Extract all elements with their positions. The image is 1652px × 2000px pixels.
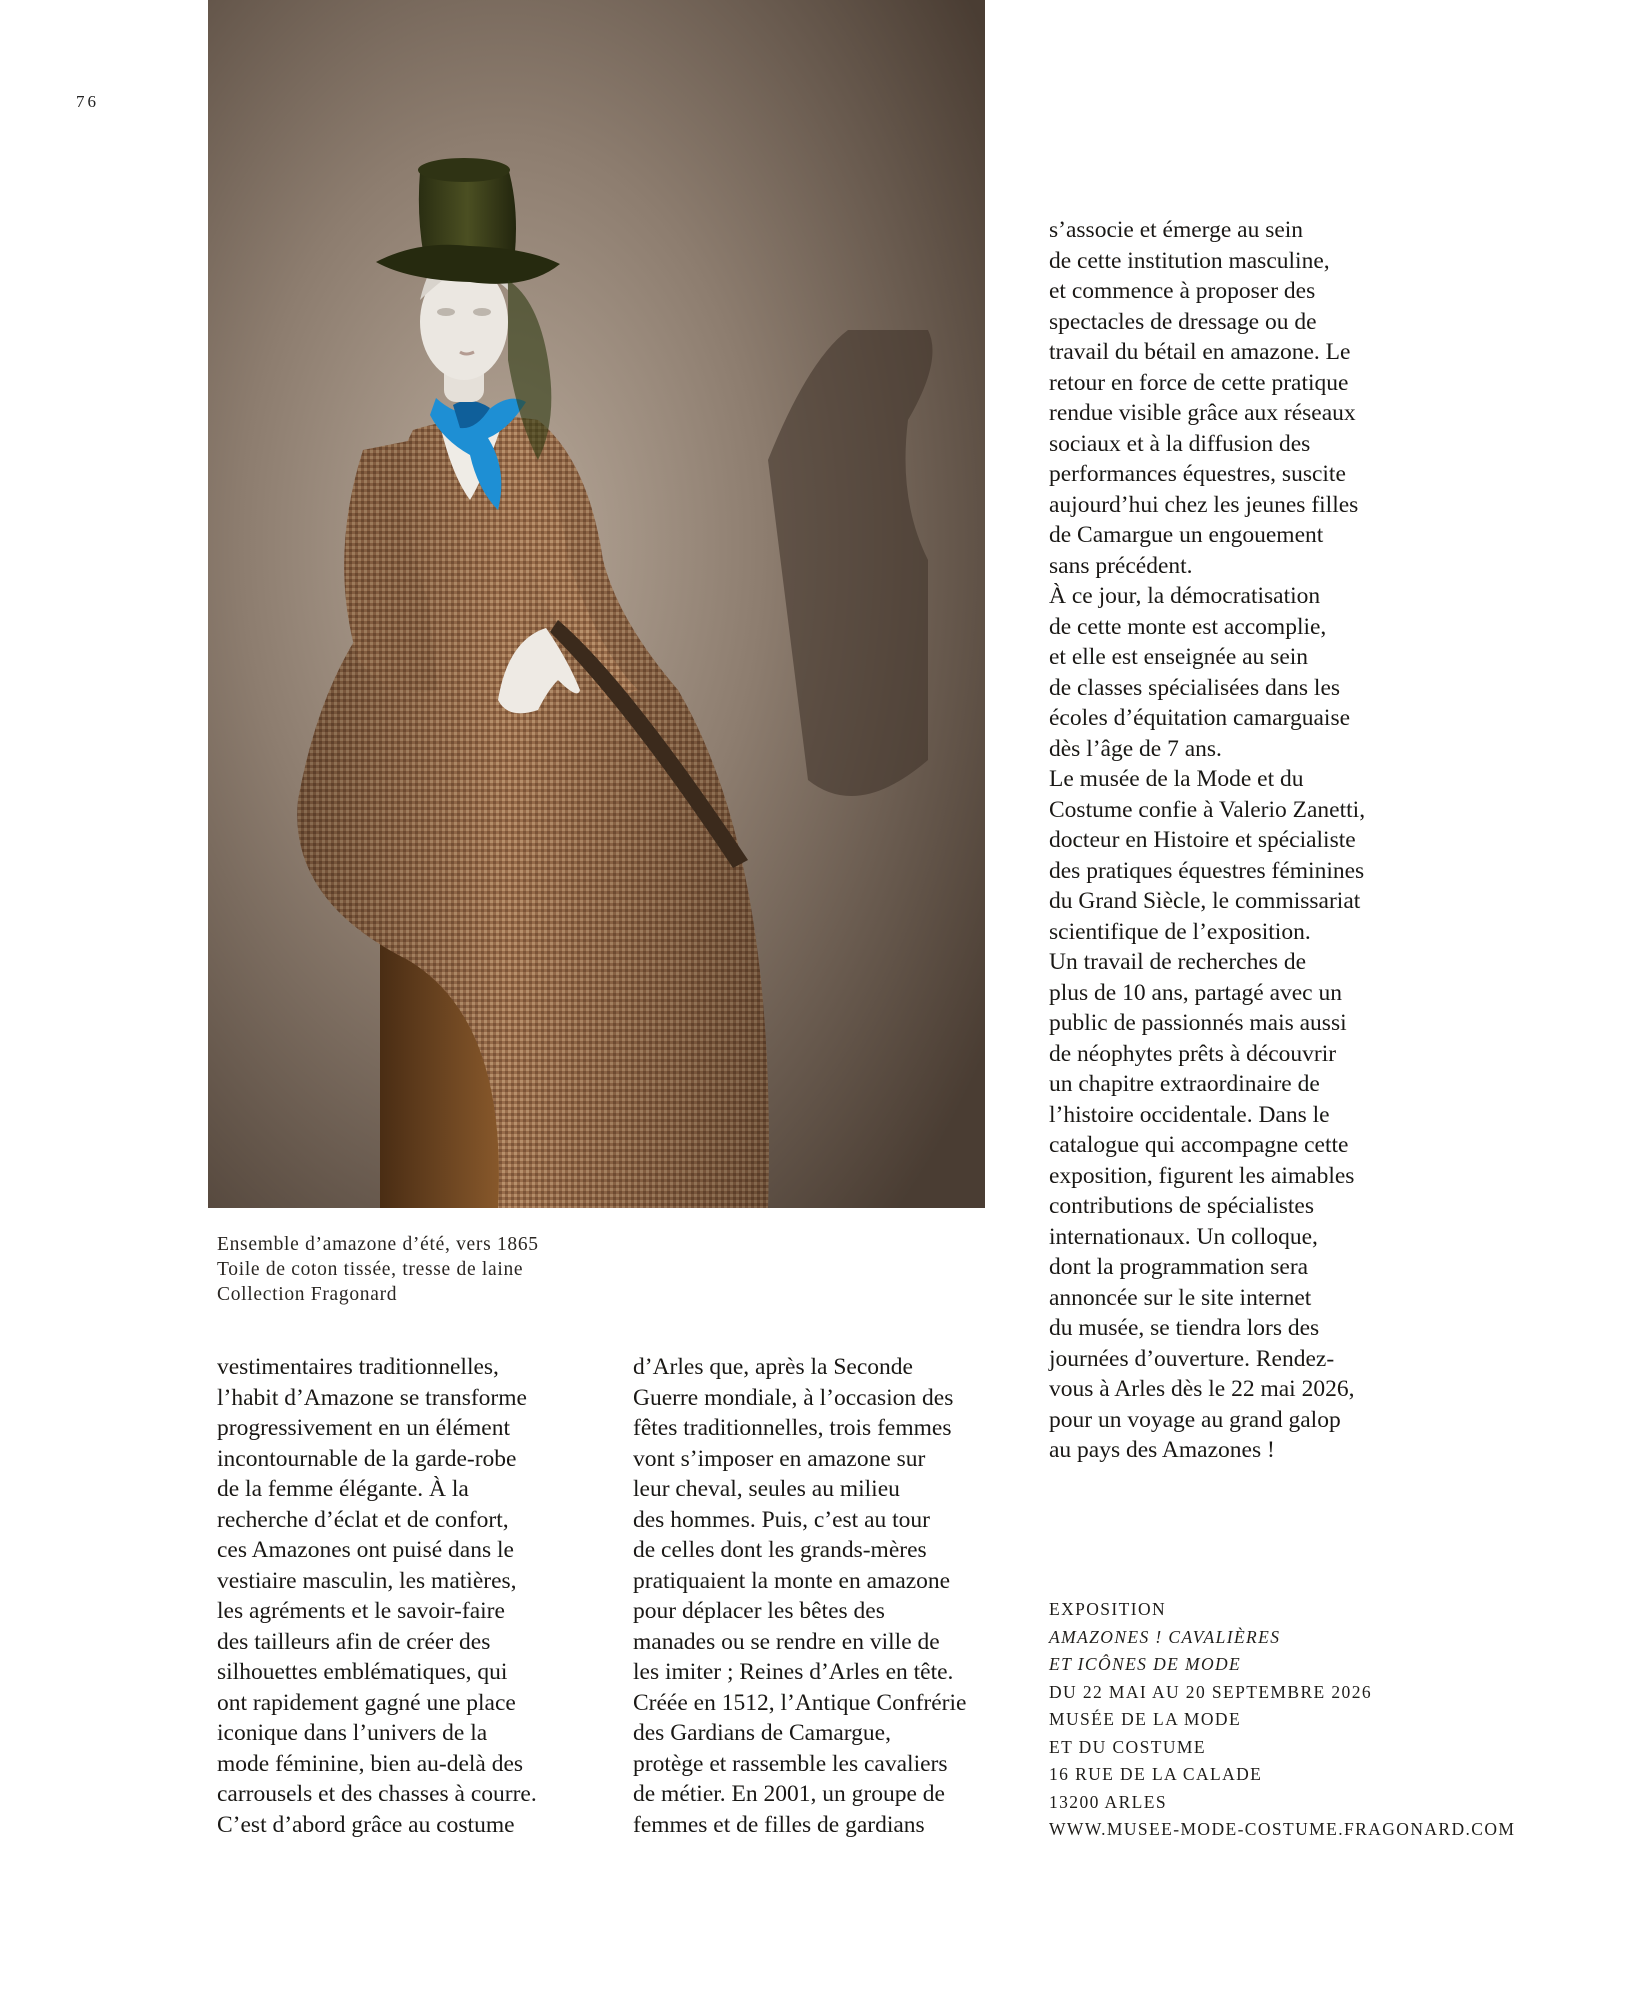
info-label: EXPOSITION xyxy=(1049,1599,1167,1619)
text-line: manades ou se rendre en ville de xyxy=(633,1628,940,1655)
text-line: et elle est enseignée au sein xyxy=(1049,644,1309,670)
text-line: aujourd’hui chez les jeunes filles xyxy=(1049,491,1359,518)
text-line: Créée en 1512, l’Antique Confrérie xyxy=(633,1689,967,1716)
text-column-1 xyxy=(217,1352,537,1840)
venue-address: 16 RUE DE LA CALADE xyxy=(1049,1764,1263,1784)
text-line: docteur en Histoire et spécialiste xyxy=(1049,827,1356,853)
text-line: vestimentaires traditionnelles, xyxy=(217,1354,499,1380)
text-line: vestiaire masculin, les matières, xyxy=(217,1567,517,1594)
text-line: leur cheval, seules au milieu xyxy=(633,1476,900,1502)
text-line: silhouettes emblématiques, qui xyxy=(217,1659,508,1685)
text-line: écoles d’équitation camarguaise xyxy=(1049,705,1351,731)
text-line: public de passionnés mais aussi xyxy=(1049,1010,1347,1036)
text-line: de néophytes prêts à découvrir xyxy=(1049,1040,1337,1067)
text-line: progressivement en un élément xyxy=(217,1415,511,1441)
text-line: de métier. En 2001, un groupe de xyxy=(633,1781,945,1807)
text-line: Un travail de recherches de xyxy=(1049,949,1307,975)
text-line: protège et rassemble les cavaliers xyxy=(633,1750,948,1777)
text-line: mode féminine, bien au-delà des xyxy=(217,1750,524,1777)
caption-line: Ensemble d’amazone d’été, vers 1865 xyxy=(217,1234,539,1255)
text-line: s’associe et émerge au sein xyxy=(1049,217,1304,243)
text-line: dont la programmation sera xyxy=(1049,1254,1309,1280)
text-line: d’Arles que, après la Seconde xyxy=(633,1354,913,1380)
text-line: contributions de spécialistes xyxy=(1049,1193,1314,1219)
text-line: l’habit d’Amazone se transforme xyxy=(217,1384,527,1411)
text-line: annoncée sur le site internet xyxy=(1049,1284,1312,1311)
text-line: de la femme élégante. À la xyxy=(217,1476,469,1502)
text-line: scientifique de l’exposition. xyxy=(1049,918,1311,945)
text-line: vont s’imposer en amazone sur xyxy=(633,1445,926,1472)
text-line: les imiter ; Reines d’Arles en tête. xyxy=(633,1659,954,1685)
venue-name: MUSÉE DE LA MODE xyxy=(1049,1709,1242,1729)
text-line: fêtes traditionnelles, trois femmes xyxy=(633,1415,952,1441)
text-line: catalogue qui accompagne cette xyxy=(1049,1132,1349,1158)
text-line: pratiquaient la monte en amazone xyxy=(633,1567,951,1594)
text-line: l’histoire occidentale. Dans le xyxy=(1049,1101,1330,1128)
text-line: sociaux et à la diffusion des xyxy=(1049,430,1311,457)
text-line: ces Amazones ont puisé dans le xyxy=(217,1537,514,1563)
text-line: exposition, figurent les aimables xyxy=(1049,1162,1355,1189)
caption-line: Collection Fragonard xyxy=(217,1284,398,1305)
text-line: du musée, se tiendra lors des xyxy=(1049,1315,1320,1341)
exhibition-info xyxy=(1049,1596,1515,1844)
text-column-2 xyxy=(633,1352,966,1840)
text-line: rendue visible grâce aux réseaux xyxy=(1049,400,1356,426)
text-line: un chapitre extraordinaire de xyxy=(1049,1071,1320,1097)
text-line: dès l’âge de 7 ans. xyxy=(1049,735,1222,762)
text-line: incontournable de la garde-robe xyxy=(217,1445,517,1472)
exhibition-title: AMAZONES ! CAVALIÈRES xyxy=(1049,1626,1281,1647)
photo-caption xyxy=(217,1232,637,1307)
text-line: des Gardians de Camargue, xyxy=(633,1720,891,1746)
exhibition-title: ET ICÔNES DE MODE xyxy=(1049,1654,1242,1674)
text-line: Le musée de la Mode et du xyxy=(1049,766,1304,792)
text-line: retour en force de cette pratique xyxy=(1049,369,1349,396)
text-line: internationaux. Un colloque, xyxy=(1049,1223,1318,1250)
text-line: travail du bétail en amazone. Le xyxy=(1049,339,1351,365)
text-line: ont rapidement gagné une place xyxy=(217,1689,516,1716)
text-line: des pratiques équestres féminines xyxy=(1049,857,1365,884)
caption-line: Toile de coton tissée, tresse de laine xyxy=(217,1259,524,1280)
website-link[interactable]: WWW.MUSEE-MODE-COSTUME.FRAGONARD.COM xyxy=(1049,1819,1516,1839)
exhibit-photo xyxy=(208,0,985,1208)
text-line: Costume confie à Valerio Zanetti, xyxy=(1049,796,1366,823)
venue-name: ET DU COSTUME xyxy=(1049,1736,1206,1757)
text-line: de classes spécialisées dans les xyxy=(1049,674,1341,701)
venue-city: 13200 ARLES xyxy=(1049,1791,1167,1812)
text-line: de cette monte est accomplie, xyxy=(1049,613,1327,640)
text-line: pour déplacer les bêtes des xyxy=(633,1598,885,1624)
text-line: de cette institution masculine, xyxy=(1049,247,1330,274)
text-line: au pays des Amazones ! xyxy=(1049,1437,1275,1463)
text-line: femmes et de filles de gardians xyxy=(633,1811,925,1838)
text-line: vous à Arles dès le 22 mai 2026, xyxy=(1049,1376,1355,1402)
text-line: de Camargue un engouement xyxy=(1049,522,1324,548)
text-line: journées d’ouverture. Rendez- xyxy=(1049,1345,1335,1372)
text-line: plus de 10 ans, partagé avec un xyxy=(1049,979,1342,1006)
text-line: C’est d’abord grâce au costume xyxy=(217,1811,515,1838)
text-line: spectacles de dressage ou de xyxy=(1049,308,1317,335)
text-line: pour un voyage au grand galop xyxy=(1049,1406,1341,1433)
text-line: de celles dont les grands-mères xyxy=(633,1537,927,1563)
text-line: sans précédent. xyxy=(1049,552,1193,579)
text-line: et commence à proposer des xyxy=(1049,278,1316,304)
text-line: carrousels et des chasses à courre. xyxy=(217,1781,537,1807)
text-line: iconique dans l’univers de la xyxy=(217,1720,488,1746)
text-line: recherche d’éclat et de confort, xyxy=(217,1506,509,1533)
text-line: performances équestres, suscite xyxy=(1049,461,1346,487)
text-column-3 xyxy=(1049,215,1365,1466)
text-line: du Grand Siècle, le commissariat xyxy=(1049,888,1361,914)
page-number: 76 xyxy=(76,92,99,111)
text-line: des tailleurs afin de créer des xyxy=(217,1628,491,1655)
text-line: des hommes. Puis, c’est au tour xyxy=(633,1506,930,1533)
text-line: Guerre mondiale, à l’occasion des xyxy=(633,1384,954,1411)
text-line: À ce jour, la démocratisation xyxy=(1049,583,1321,609)
exhibition-dates: DU 22 MAI AU 20 SEPTEMBRE 2026 xyxy=(1049,1681,1372,1702)
text-line: les agréments et le savoir-faire xyxy=(217,1598,505,1624)
